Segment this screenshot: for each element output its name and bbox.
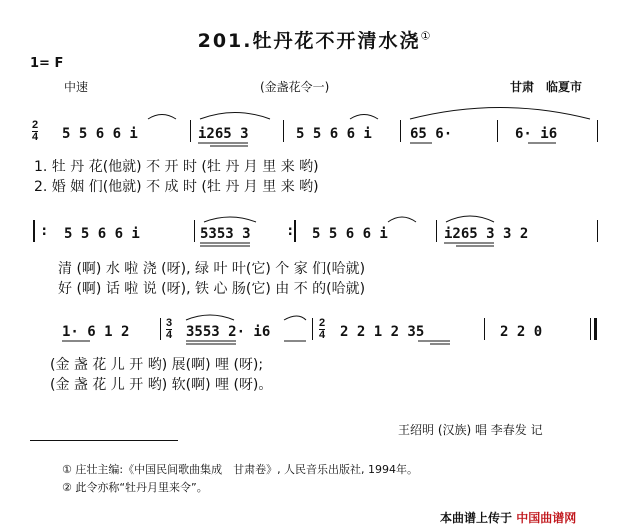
- measure-9-notes: i265 3 3 2: [444, 226, 529, 242]
- tie-across-bar: [410, 108, 590, 120]
- measure-7-notes: 5353 3: [200, 226, 251, 242]
- lyric-line-2: 好 (啊) 话 啦 说 (呀), 铁 心 肠(它) 由 不 的(哈就): [58, 281, 366, 297]
- footnote-1: ① 庄壮主编:《中国民间歌曲集成 甘肃卷》, 人民音乐出版社, 1994年。: [62, 463, 419, 476]
- measure-6-notes: 5 5 6 6 i: [64, 226, 140, 242]
- measure-12-notes: 2 2 1 2 35: [340, 324, 425, 340]
- measure-10-notes: 1· 6 1 2: [62, 324, 130, 340]
- lyric-line-2: (金 盏 花 儿 开 哟) 软(啊) 哩 (呀)。: [50, 377, 273, 393]
- footnote-2: ② 此令亦称“牡丹月里来令”。: [62, 481, 208, 494]
- song-title: 201.牡丹花不开清水浇①: [197, 29, 433, 52]
- footnote-mark: ①: [420, 29, 433, 43]
- lyric-line-1: (金 盏 花 儿 开 哟) 展(啊) 哩 (呀);: [50, 357, 264, 373]
- slur: [388, 217, 416, 222]
- slur: [200, 113, 270, 120]
- measure-13-notes: 2 2 0: [500, 324, 543, 340]
- tempo-marking: 中速: [64, 80, 89, 94]
- measure-4-notes: 65 6·: [410, 126, 453, 142]
- slur: [350, 115, 378, 120]
- repeat-dots: :: [40, 223, 49, 239]
- region-label: 甘肃 临夏市: [510, 80, 583, 94]
- lyric-line-1: 1. 牡 丹 花(他就) 不 开 时 (牡 丹 月 里 来 哟): [34, 159, 319, 175]
- measure-2-notes: i265 3: [198, 126, 249, 142]
- time-signature-2-4: 2 4: [319, 317, 326, 341]
- measure-11-notes: 3553 2· i6: [186, 324, 271, 340]
- footnote-divider: [30, 440, 178, 441]
- slur: [148, 115, 176, 120]
- slur: [284, 316, 306, 320]
- measure-5-notes: 6· i6: [515, 126, 558, 142]
- key-signature: 1= F: [30, 56, 64, 71]
- upload-watermark: 本曲谱上传于 中国曲谱网: [440, 511, 577, 525]
- lyric-line-1: 清 (啊) 水 啦 浇 (呀), 绿 叶 叶(它) 个 家 们(哈就): [58, 261, 366, 277]
- lyric-line-2: 2. 婚 姻 们(他就) 不 成 时 (牡 丹 月 里 来 哟): [34, 179, 319, 195]
- slur: [186, 315, 234, 320]
- repeat-end-dots: :: [286, 223, 295, 239]
- slur: [446, 216, 494, 222]
- time-signature-2-4: 2 4: [32, 119, 39, 143]
- site-logo-text: 中国曲谱网: [516, 511, 577, 525]
- tune-variant: (金盏花令一): [260, 80, 330, 94]
- measure-3-notes: 5 5 6 6 i: [296, 126, 372, 142]
- measure-8-notes: 5 5 6 6 i: [312, 226, 388, 242]
- time-signature-3-4: 3 4: [166, 317, 173, 341]
- performer-credit: 王绍明 (汉族) 唱 李春发 记: [398, 423, 543, 437]
- measure-1-notes: 5 5 6 6 i: [62, 126, 138, 142]
- slur: [204, 217, 256, 222]
